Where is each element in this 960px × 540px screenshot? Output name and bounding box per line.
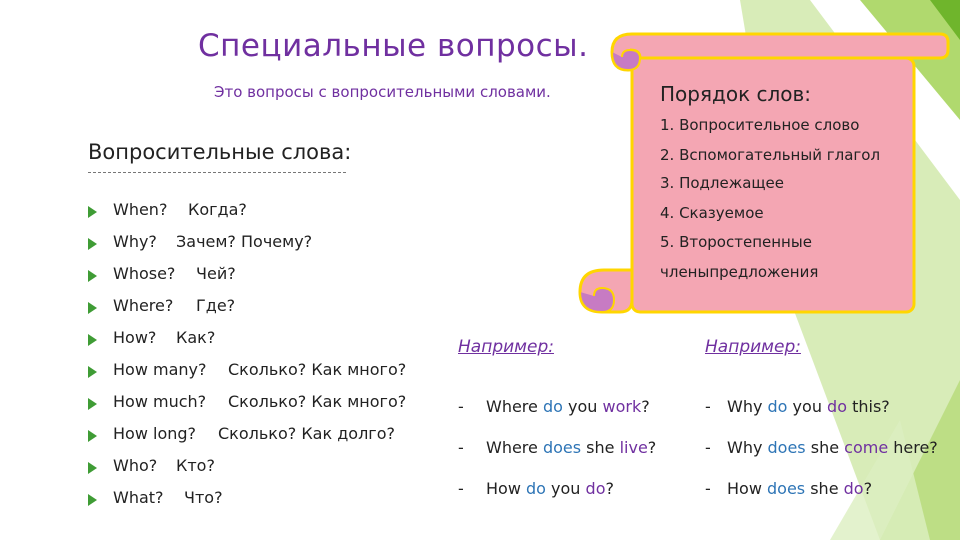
page-title: Специальные вопросы.: [198, 28, 589, 64]
word-order-item: 4. Сказуемое: [660, 204, 764, 222]
example-main-verb: come: [844, 438, 889, 457]
example-subject: you: [787, 397, 828, 416]
word-order-item: членыпредложения: [660, 263, 819, 281]
example-sentence: [705, 397, 890, 416]
example-ending: ?: [605, 479, 614, 498]
triangle-bullet-icon: [88, 494, 97, 506]
question-word-en: Who?: [113, 456, 158, 475]
question-word-en: Whose?: [113, 264, 176, 283]
example-wh-word: How: [486, 479, 526, 498]
question-word-ru: Кто?: [176, 456, 215, 475]
question-word-ru: Когда?: [188, 200, 247, 219]
example-dash: -: [458, 397, 464, 416]
example-ending: ?: [641, 397, 650, 416]
question-word-en: How?: [113, 328, 157, 347]
word-order-title: Порядок слов:: [660, 82, 812, 106]
example-subject: she: [581, 438, 620, 457]
triangle-bullet-icon: [88, 238, 97, 250]
example-aux-verb: do: [542, 397, 563, 416]
word-order-item: 2. Вспомогательный глагол: [660, 146, 881, 164]
question-word-ru: Как?: [176, 328, 216, 347]
example-wh-word: Where: [486, 397, 543, 416]
example-main-verb: do: [585, 479, 606, 498]
question-word-en: How long?: [113, 424, 197, 443]
triangle-bullet-icon: [88, 366, 97, 378]
question-word-en: How much?: [113, 392, 207, 411]
example-wh-word: How: [727, 479, 767, 498]
example-subject: you: [562, 397, 603, 416]
triangle-bullet-icon: [88, 206, 97, 218]
question-word-ru: Сколько? Как долго?: [218, 424, 395, 443]
triangle-bullet-icon: [88, 302, 97, 314]
triangle-bullet-icon: [88, 334, 97, 346]
example-wh-word: Why: [727, 438, 768, 457]
triangle-bullet-icon: [88, 430, 97, 442]
example-main-verb: live: [619, 438, 648, 457]
question-word-ru: Где?: [196, 296, 236, 315]
question-word-ru: Чей?: [196, 264, 236, 283]
question-word-ru: Сколько? Как много?: [228, 392, 407, 411]
examples-left-heading: Например:: [458, 337, 554, 357]
question-word-ru: Сколько? Как много?: [228, 360, 407, 379]
question-word-en: What?: [113, 488, 164, 507]
example-aux-verb: does: [767, 438, 806, 457]
example-sentence: [458, 438, 656, 457]
example-dash: -: [458, 479, 464, 498]
example-main-verb: do: [843, 479, 864, 498]
example-wh-word: Where: [486, 438, 543, 457]
example-sentence: [458, 479, 614, 498]
example-dash: -: [705, 397, 711, 416]
question-word-en: How many?: [113, 360, 207, 379]
question-word-en: Where?: [113, 296, 174, 315]
example-ending: this?: [847, 397, 890, 416]
example-sentence: [705, 479, 872, 498]
example-main-verb: do: [827, 397, 847, 416]
triangle-bullet-icon: [88, 462, 97, 474]
question-word-ru: Зачем? Почему?: [176, 232, 313, 251]
example-wh-word: Why: [727, 397, 768, 416]
example-dash: -: [458, 438, 464, 457]
triangle-bullet-icon: [88, 270, 97, 282]
question-word-en: When?: [113, 200, 168, 219]
example-ending: ?: [647, 438, 657, 457]
example-subject: you: [545, 479, 586, 498]
example-main-verb: work: [602, 397, 642, 416]
example-sentence: [458, 397, 650, 416]
example-dash: -: [705, 438, 711, 457]
example-aux-verb: does: [542, 438, 582, 457]
question-word-en: Why?: [113, 232, 157, 251]
example-ending: ?: [863, 479, 873, 498]
example-dash: -: [705, 479, 711, 498]
example-sentence: [705, 438, 938, 457]
question-words-heading: Вопросительные слова:: [88, 140, 352, 164]
example-subject: she: [805, 438, 845, 457]
examples-right-heading: Например:: [705, 337, 801, 357]
example-aux-verb: do: [526, 479, 546, 498]
question-word-ru: Что?: [184, 488, 223, 507]
page-subtitle: Это вопросы с вопросительными словами.: [214, 83, 551, 101]
example-aux-verb: does: [767, 479, 806, 498]
example-ending: here?: [888, 438, 938, 457]
word-order-item: 1. Вопросительное слово: [660, 116, 860, 134]
triangle-bullet-icon: [88, 398, 97, 410]
example-aux-verb: do: [767, 397, 788, 416]
word-order-item: 5. Второстепенные: [660, 233, 812, 251]
word-order-item: 3. Подлежащее: [660, 174, 785, 192]
example-subject: she: [805, 479, 844, 498]
section-divider: [88, 172, 346, 173]
